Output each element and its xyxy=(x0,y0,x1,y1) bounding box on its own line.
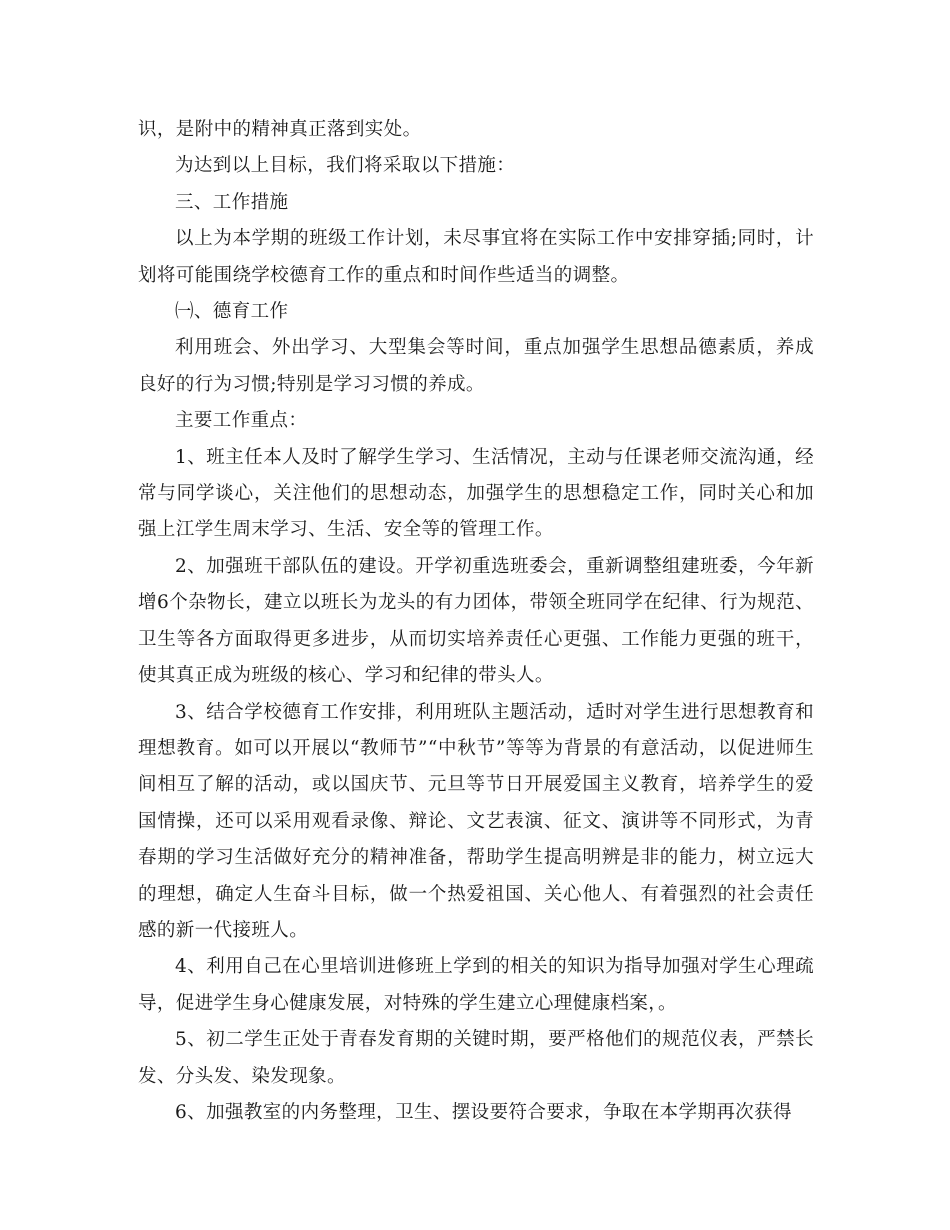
list-item: 6、加强教室的内务整理，卫生、摆设要符合要求，争取在本学期再次获得 xyxy=(175,1101,792,1123)
list-item: 1、班主任本人及时了解学生学习、生活情况，主动与任课老师交流沟通，经常与同学谈心，关注他们的思想动态，加强学生的思想稳定工作，同时关心和加强上江学生周末学习、生活、安全等的管理工作。 xyxy=(138,446,814,541)
section-heading: 三、工作措施 xyxy=(175,191,289,213)
list-item: 4、利用自己在心里培训进修班上学到的相关的知识为指导加强对学生心理疏导，促进学生身心健康发展，对特殊的学生建立心理健康档案，。 xyxy=(138,956,814,1014)
paragraph: 主要工作重点： xyxy=(175,410,308,432)
paragraph: 为达到以上目标，我们将采取以下措施： xyxy=(175,155,516,177)
list-item: 2、加强班干部队伍的建设。开学初重选班委会，重新调整组建班委，今年新增6个杂物长，建立以班长为龙头的有力团体，带领全班同学在纪律、行为规范、卫生等各方面取得更多进步，从而切实培养责任心更强、工作能力更强的班干，使其真正成为班级的核心、学习和纪律的带头人。 xyxy=(138,555,814,687)
document-body xyxy=(138,112,814,1131)
paragraph: 以上为本学期的班级工作计划，未尽事宜将在实际工作中安排穿插;同时，计划将可能围绕学校德育工作的重点和时间作些适当的调整。 xyxy=(138,228,814,286)
list-item: 3、结合学校德育工作安排，利用班队主题活动，适时对学生进行思想教育和理想教育。如可以开展以“教师节”“中秋节”等等为背景的有意活动，以促进师生间相互了解的活动，或以国庆节、元旦等节日开展爱国主义教育，培养学生的爱国情操，还可以采用观看录像、辩论、文艺表演、征文、演讲等不同形式，为青春期的学习生活做好充分的精神准备，帮助学生提高明辨是非的能力，树立远大的理想，确定人生奋斗目标，做一个热爱祖国、关心他人、有着强烈的社会责任感的新一代接班人。 xyxy=(138,701,814,941)
subsection-heading: ㈠、德育工作 xyxy=(175,301,289,323)
list-item: 5、初二学生正处于青春发育期的关键时期，要严格他们的规范仪表，严禁长发、分头发、染发现象。 xyxy=(138,1029,814,1087)
paragraph: 识，是附中的精神真正落到实处。 xyxy=(138,119,422,140)
paragraph: 利用班会、外出学习、大型集会等时间，重点加强学生思想品德素质，养成良好的行为习惯;特别是学习习惯的养成。 xyxy=(138,337,814,395)
